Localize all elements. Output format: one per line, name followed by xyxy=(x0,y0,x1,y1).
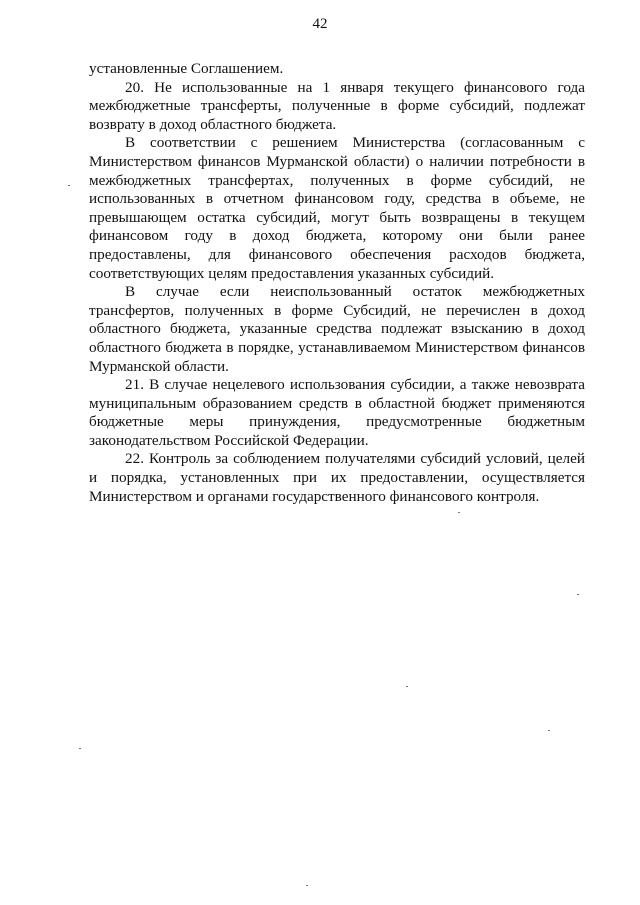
text-line: использованных в отчетном финансовом году, средства в объеме, не xyxy=(89,190,585,208)
text-line: законодательством Российской Федерации. xyxy=(89,431,369,449)
text-line: межбюджетных трансфертах, полученных в форме субсидий, не xyxy=(89,171,585,189)
text-line: Министерством финансов Мурманской области) о наличии потребности в xyxy=(89,152,585,170)
document-body xyxy=(89,60,585,506)
text-line: областного бюджета в порядке, устанавливаемом Министерством финансов xyxy=(89,338,585,356)
text-line: финансовом году в доход бюджета, которому они были ранее xyxy=(89,227,585,245)
text-line: межбюджетные трансферты, полученные в форме субсидий, подлежат xyxy=(89,97,585,115)
text-line: превышающем остатка субсидий, могут быть возвращены в текущем xyxy=(89,208,585,226)
text-line: 21. В случае нецелевого использования субсидии, а также невозврата xyxy=(125,376,585,394)
paragraph-20-return xyxy=(89,134,585,283)
text-line: соответствующих целям предоставления указанных субсидий. xyxy=(89,264,495,282)
scan-speck xyxy=(68,185,70,186)
text-line: В случае если неиспользованный остаток межбюджетных xyxy=(125,283,585,301)
paragraph-22 xyxy=(89,450,585,506)
text-line: и порядка, установленных при их предоставлении, осуществляется xyxy=(89,469,585,487)
paragraph-20-recovery xyxy=(89,283,585,376)
text-line: 22. Контроль за соблюдением получателями субсидий условий, целей xyxy=(125,450,585,468)
text-line: предоставлены, для финансового обеспечения расходов бюджета, xyxy=(89,245,585,263)
scan-speck xyxy=(577,594,579,595)
text-line: Мурманской области. xyxy=(89,357,229,375)
page-number: 42 xyxy=(312,16,328,32)
scan-speck xyxy=(79,748,81,749)
scan-speck xyxy=(306,885,308,886)
text-line: В соответствии с решением Министерства (согласованным с xyxy=(125,134,585,152)
paragraph-continuation xyxy=(89,60,585,79)
text-line: установленные Соглашением. xyxy=(89,60,284,77)
text-line: Министерством и органами государственного финансового контроля. xyxy=(89,487,540,505)
text-line: муниципальным образованием средств в областной бюджет применяются xyxy=(89,394,585,412)
text-line: областного бюджета, указанные средства подлежат взысканию в доход xyxy=(89,320,585,338)
scan-speck xyxy=(406,686,408,687)
scan-speck xyxy=(458,512,460,513)
paragraph-20 xyxy=(89,79,585,135)
text-line: бюджетные меры принуждения, предусмотренные бюджетным xyxy=(89,413,585,431)
scan-speck xyxy=(548,730,550,731)
paragraph-21 xyxy=(89,376,585,450)
text-line: возврату в доход областного бюджета. xyxy=(89,115,337,133)
text-line: 20. Не использованные на 1 января текущего финансового года xyxy=(125,78,585,96)
text-line: трансфертов, полученных в форме Субсидий, не перечислен в доход xyxy=(89,301,585,319)
